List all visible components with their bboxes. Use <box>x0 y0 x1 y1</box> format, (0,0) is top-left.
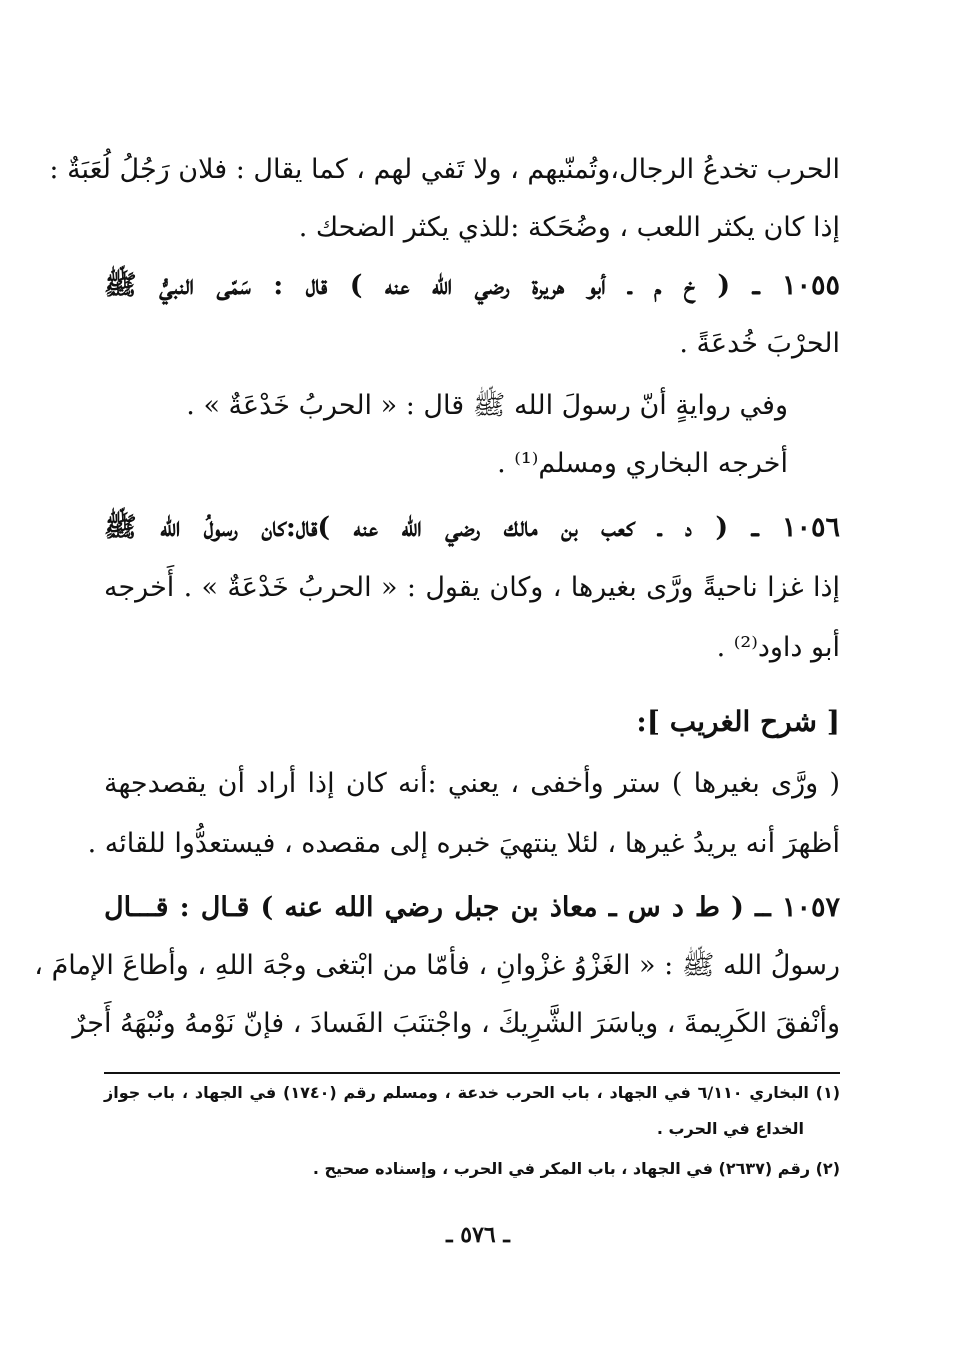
body-line-9: أبو داود⁽²⁾ . <box>716 632 840 663</box>
footnote-2: (٢) رقم (٢٦٣٧) في الجهاد ، باب المكر في الحرب ، وإسناده صحيح . <box>312 1159 840 1178</box>
footnote-divider <box>104 1072 840 1074</box>
body-line-14: رسولُ الله ﷺ : « الغَزْوُ غزْوانِ ، فأمّا من ابْتغى وجْهَ اللهِ ، وأطاعَ الإمامَ ، <box>34 950 840 981</box>
hadith-1056-header: ١٠٥٦ ــ ( د ـ كعب بن مالك رضي الله عنه )قال:كان رسولُ الله ﷺ <box>104 512 840 543</box>
body-line-6: أخرجه البخاري ومسلم⁽¹⁾ . <box>497 448 788 479</box>
page-number: ـ ٥٧٦ ـ <box>446 1222 510 1248</box>
body-line-15: وأنْفقَ الكَرِيمةَ ، وياسَرَ الشَّرِيكَ ، واجْتنَبَ الفَسادَ ، فإنّ نَوْمهُ ونُبْهَهُ أَجرٌ <box>72 1008 840 1039</box>
body-line-4: الحرْبَ خُدعَةً . <box>679 328 840 359</box>
hadith-1057-header: ١٠٥٧ ــ ( ط د س ـ معاذ بن جبل رضي الله عنه ) قـال : قـــال <box>104 892 840 923</box>
body-line-12: أظهرَ أنه يريدُ غيرها ، لئلا ينتهيَ خبره إلى مقصده ، فيستعدُّوا للقائه . <box>87 828 840 859</box>
footnotes <box>104 1080 840 1190</box>
body-line-5: وفي روايةٍ أنّ رسولَ الله ﷺ قال : « الحربُ خَدْعَةٌ » . <box>186 390 788 421</box>
body-line-8: إذا غزا ناحيةً ورَّى بغيرها ، وكان يقول : « الحربُ خَدْعَةٌ » . أَخرجه <box>104 572 840 603</box>
body-line-11: ( ورَّى بغيرها ) ستر وأخفى ، يعني :أنه كان إذا أراد أن يقصدجهة <box>104 768 841 799</box>
footnote-1-cont: الخداع في الحرب . <box>656 1119 804 1138</box>
body-line-2: إذا كان يكثر اللعب ، وضُحَكة :للذي يكثر الضحك . <box>298 212 840 243</box>
body-line-1: الحرب تخدعُ الرجال،وتُمنّيهم ، ولا تَفي لهم ، كما يقال : فلان رَجُلُ لُعَبَةٌ : <box>49 154 840 185</box>
main-text <box>34 0 841 1060</box>
footnote-1: (١) البخاري ٦/١١٠ في الجهاد ، باب الحرب خدعة ، ومسلم رقم (١٧٤٠) في الجهاد ، باب جواز <box>104 1083 841 1102</box>
hadith-1055-header: ١٠٥٥ ــ ( خ م ـ أبو هريرة رضي الله عنه ) قال : سَمّى النبيُّ ﷺ <box>104 270 840 301</box>
section-heading-gharib: [ شرح الغريب ]: <box>636 705 840 738</box>
